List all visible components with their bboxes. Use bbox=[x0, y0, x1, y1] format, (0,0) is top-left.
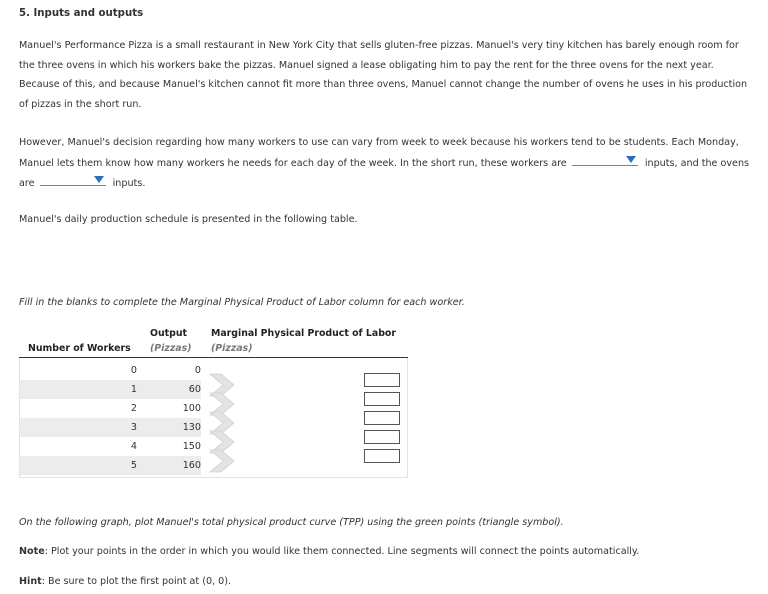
paragraph-text: inputs, and the ovens are bbox=[19, 157, 750, 189]
workers-cell: 3 bbox=[130, 422, 137, 433]
workers-cell: 4 bbox=[130, 441, 137, 452]
paragraph-text: inputs. bbox=[112, 178, 146, 189]
workers-cell: 0 bbox=[130, 365, 137, 376]
question-title: 5. Inputs and outputs bbox=[19, 8, 144, 19]
graph-instruction: On the following graph, plot Manuel's total physical product curve (TPP) using the green points (triangle symbol). bbox=[19, 517, 564, 528]
intro-paragraph: Manuel's Performance Pizza is a small restaurant in New York City that sells gluten-free pizzas. Manuel's very tiny kitchen has barely enough room for the three ovens in which his workers bake the pizzas. Manuel signed a lease obligating him to pay the rent for the three ovens for the next year. Because of this, and because Manuel's kitchen cannot fit more than three ovens, Manuel cannot change the number of ovens he uses in his production of pizzas in the short run. bbox=[19, 40, 748, 110]
workers-input-type-dropdown[interactable] bbox=[572, 153, 638, 166]
mpp-input-worker-1[interactable] bbox=[364, 373, 400, 387]
dropdown-arrow-icon bbox=[626, 156, 636, 163]
ovens-input-type-dropdown[interactable] bbox=[40, 173, 106, 186]
note-body: : Plot your points in the order in which you would like them connected. Line segments will connect the points automatically. bbox=[44, 546, 640, 557]
dropdown-arrow-icon bbox=[94, 176, 104, 183]
paragraph-text: However, Manuel's decision regarding how many workers to use can vary from week to week because his workers tend to be students. Each Monday, Manuel lets them know how many workers he needs for each day of the week. In the short run, these workers are bbox=[19, 137, 739, 169]
workers-paragraph bbox=[19, 133, 754, 194]
workers-cell: 1 bbox=[130, 384, 137, 395]
output-cell: 150 bbox=[182, 441, 201, 452]
hint-body: : Be sure to plot the first point at (0, 0). bbox=[41, 576, 232, 587]
mpp-unit-header: (Pizzas) bbox=[211, 343, 253, 354]
mpp-input-worker-5[interactable] bbox=[364, 449, 400, 463]
mpp-input-worker-2[interactable] bbox=[364, 392, 400, 406]
mpp-input-worker-3[interactable] bbox=[364, 411, 400, 425]
hint-label: Hint bbox=[19, 576, 42, 587]
output-cell: 160 bbox=[182, 460, 201, 471]
hint-text bbox=[19, 576, 231, 587]
note-label: Note bbox=[19, 546, 45, 557]
note-text bbox=[19, 546, 639, 557]
output-cell: 130 bbox=[182, 422, 201, 433]
workers-header: Number of Workers bbox=[28, 343, 131, 354]
mpp-header: Marginal Physical Product of Labor bbox=[211, 328, 396, 339]
schedule-paragraph: Manuel's daily production schedule is presented in the following table. bbox=[19, 214, 358, 225]
output-unit-header: (Pizzas) bbox=[150, 343, 192, 354]
chevron-right-icon bbox=[207, 448, 237, 474]
output-cell: 0 bbox=[194, 365, 201, 376]
mpp-input-worker-4[interactable] bbox=[364, 430, 400, 444]
output-cell: 100 bbox=[182, 403, 201, 414]
output-cell: 60 bbox=[188, 384, 201, 395]
workers-cell: 5 bbox=[130, 460, 137, 471]
table-instruction: Fill in the blanks to complete the Marginal Physical Product of Labor column for each worker. bbox=[19, 297, 465, 308]
workers-cell: 2 bbox=[130, 403, 137, 414]
output-header: Output bbox=[150, 328, 187, 339]
